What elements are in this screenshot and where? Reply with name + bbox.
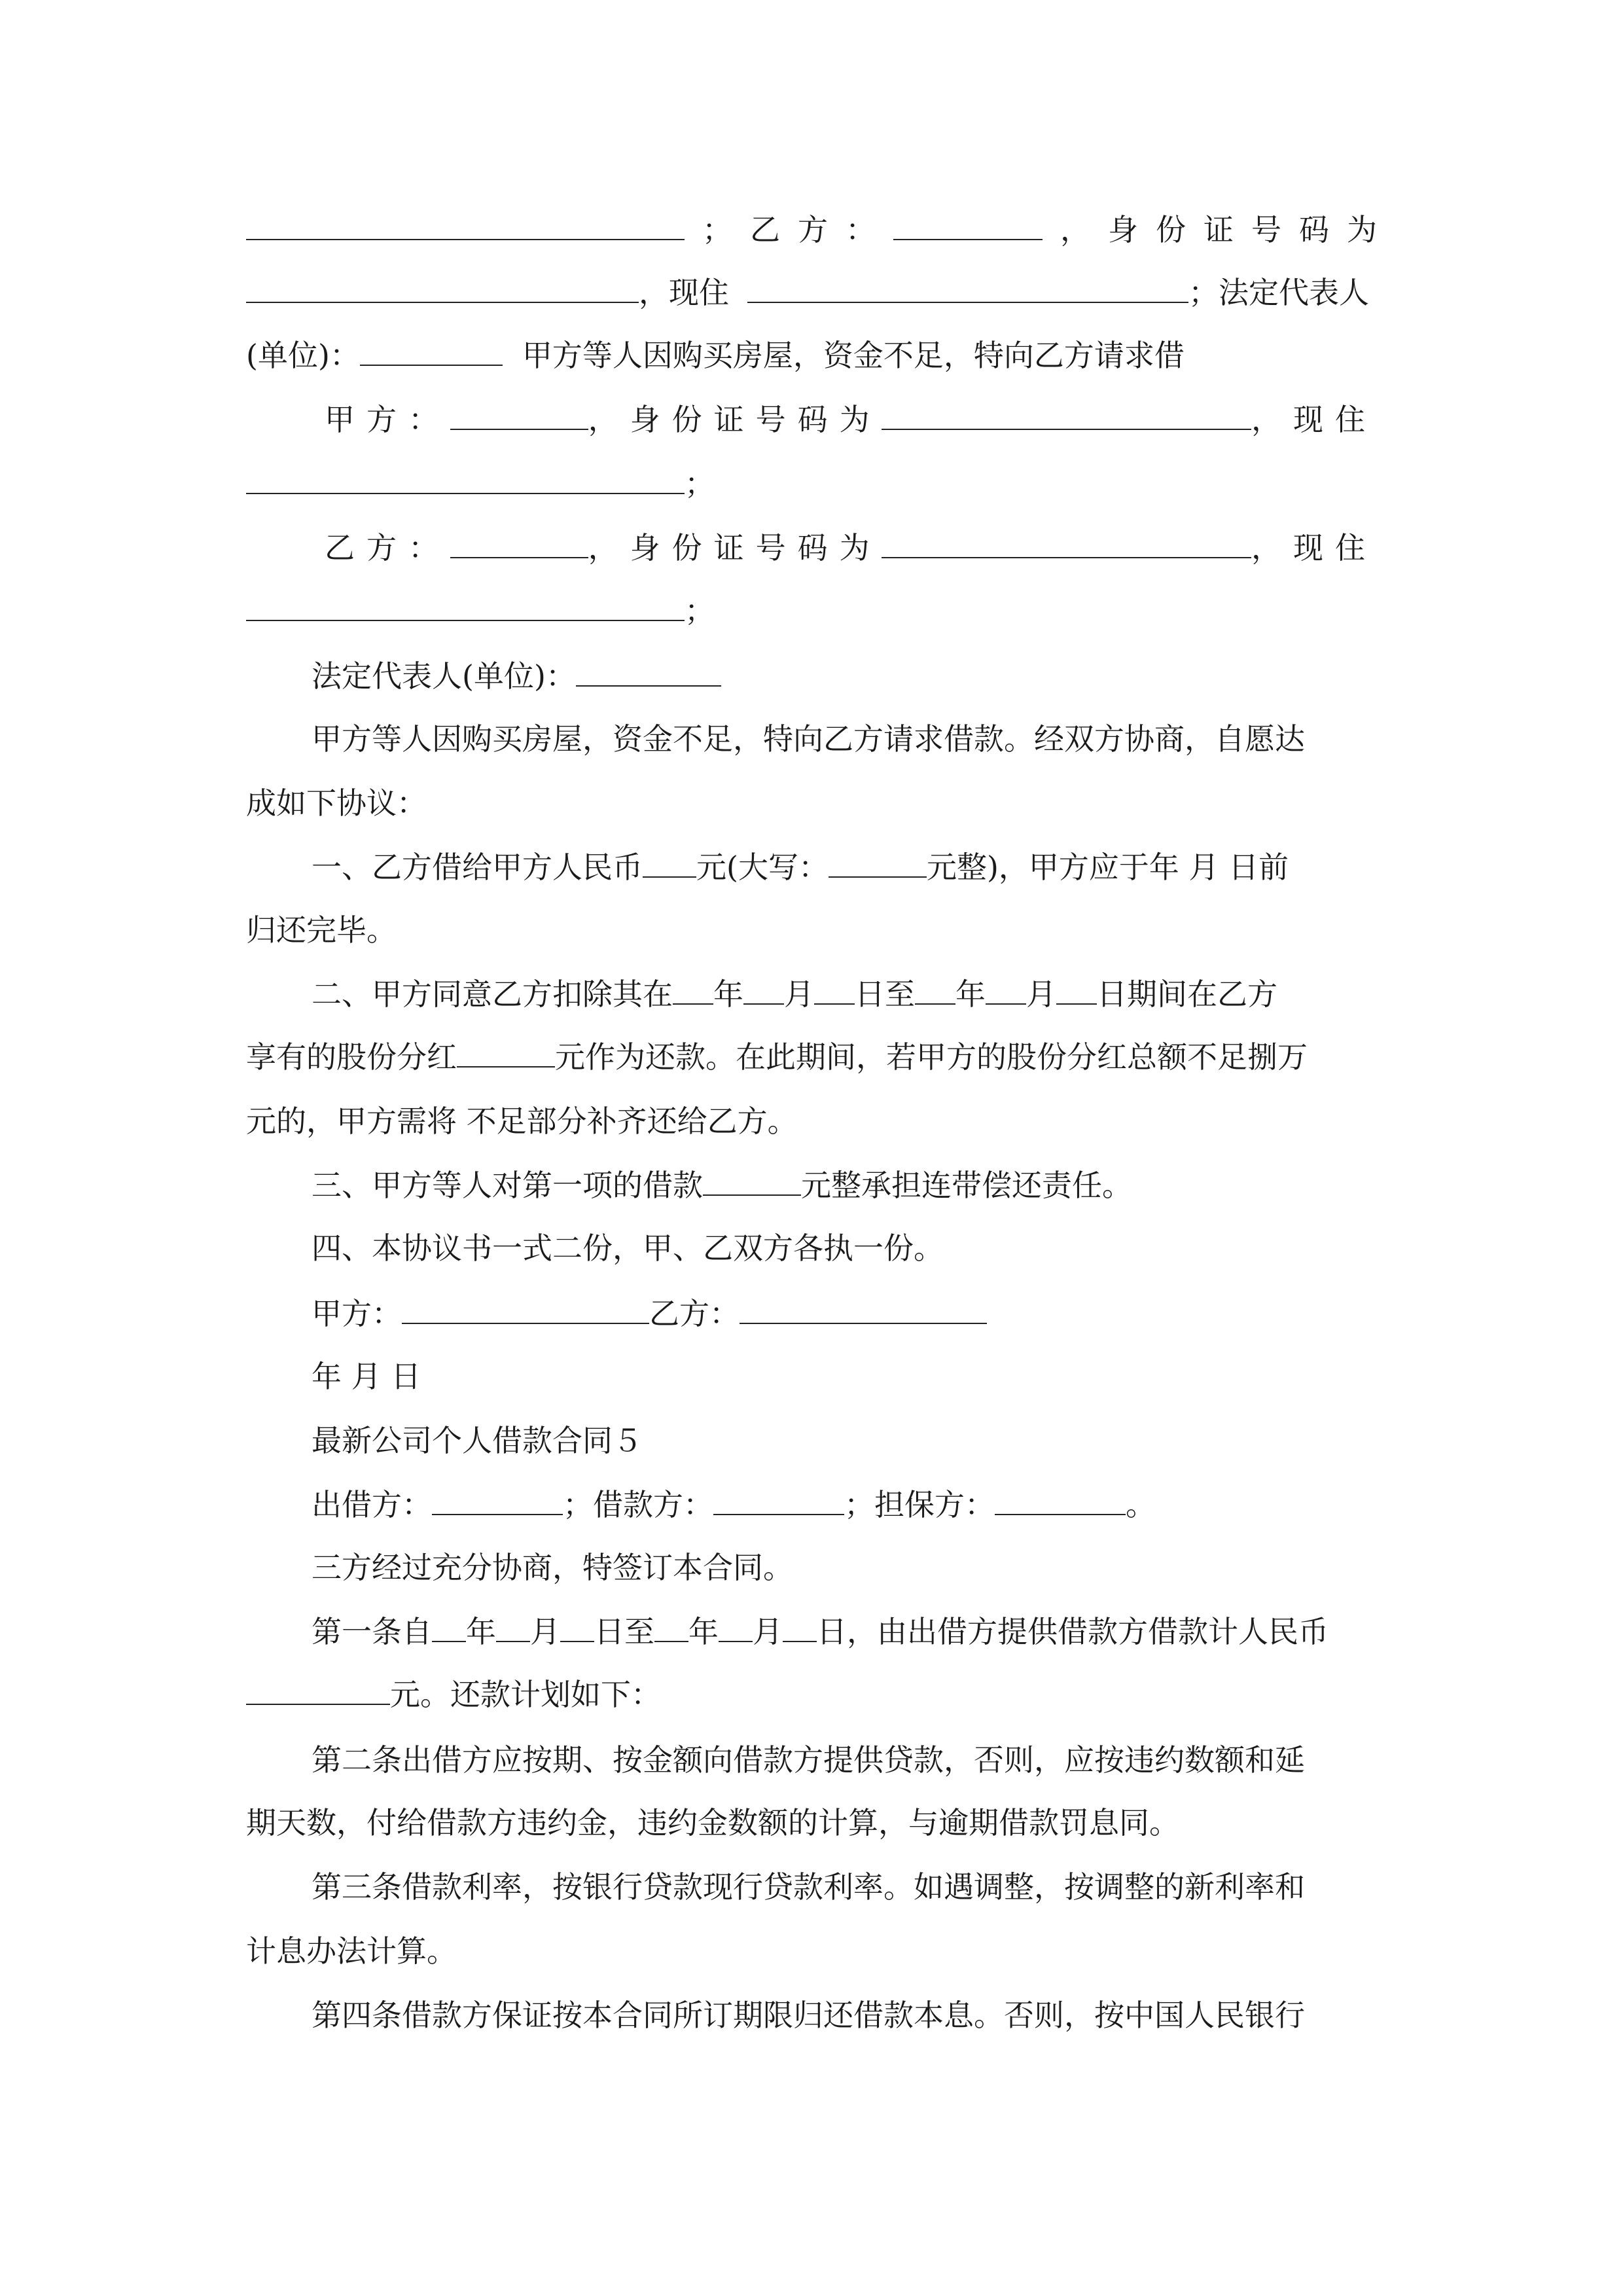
blank-line [882, 388, 1251, 430]
text-segment: 甲方： [312, 1296, 402, 1331]
text-segment: ，现住 [1251, 402, 1377, 437]
text-segment: ， [1060, 212, 1090, 247]
text-segment: 年 [466, 1614, 496, 1649]
blank-line [673, 963, 713, 1005]
text-segment: 最新公司个人借款合同５ [312, 1423, 643, 1458]
text-segment: 法定代表人(单位)： [312, 658, 576, 694]
text-segment: 月 [753, 1614, 783, 1649]
blank-line [747, 261, 1188, 303]
blank-line [450, 516, 588, 558]
text-segment: 四、本协议书一式二份，甲、乙双方各执一份。 [312, 1230, 944, 1266]
text-line-15 [246, 1089, 1377, 1153]
text-line-18 [312, 1282, 1377, 1346]
text-segment: 享有的股份分红 [246, 1039, 457, 1075]
text-segment: 乙方： [325, 530, 450, 565]
text-segment: 日期间在乙方 [1097, 977, 1277, 1012]
text-segment: 份 [1156, 212, 1186, 247]
blank-line [246, 452, 685, 494]
text-line-4 [325, 387, 1377, 452]
blank-line [432, 1473, 563, 1515]
text-segment: 归还完毕。 [246, 912, 397, 948]
text-segment: 元的，甲方需将 不足部分补齐还给乙方。 [246, 1103, 798, 1139]
text-segment: 第三条借款利率，按银行贷款现行贷款利率。如遇调整，按调整的新利率和 [312, 1869, 1305, 1905]
text-segment: 第二条出借方应按期、按金额向借款方提供贷款，否则，应按违约数额和延 [312, 1742, 1305, 1778]
text-segment: ； [685, 466, 715, 501]
text-segment: ，现住 [1251, 530, 1377, 565]
text-line-27 [312, 1855, 1377, 1919]
text-segment: ； [685, 593, 715, 628]
text-segment: (单位)： [246, 338, 360, 373]
text-line-16 [312, 1153, 1377, 1217]
blank-line [246, 198, 685, 240]
blank-line [246, 579, 685, 621]
blank-line [995, 1473, 1126, 1515]
text-segment: 甲方： [325, 402, 450, 437]
text-segment: 。 [1126, 1487, 1156, 1522]
text-segment: 日至 [594, 1614, 654, 1649]
blank-line [560, 1600, 594, 1642]
text-segment: 元整)，甲方应于年 月 日前 [926, 850, 1289, 885]
blank-line [814, 963, 855, 1005]
blank-line [576, 645, 721, 687]
text-segment: 月 [784, 977, 814, 1012]
text-segment: 第一条自 [312, 1614, 432, 1649]
text-line-5 [246, 452, 1377, 516]
text-segment: 月 [1026, 977, 1056, 1012]
blank-line [719, 1600, 753, 1642]
text-line-3 [246, 323, 1377, 387]
text-line-17 [312, 1216, 1377, 1280]
blank-line [1056, 963, 1097, 1005]
blank-line [915, 963, 955, 1005]
text-segment: 成如下协议： [246, 785, 427, 821]
text-segment: ： [846, 212, 876, 247]
blank-line [457, 1026, 555, 1067]
text-line-19 [312, 1344, 1377, 1408]
text-line-7 [246, 579, 1377, 643]
text-line-9 [312, 707, 1377, 771]
blank-line [402, 1282, 649, 1324]
blank-line [360, 324, 503, 366]
text-segment: 年 [688, 1614, 719, 1649]
blank-line [893, 198, 1043, 240]
text-line-6 [325, 516, 1377, 580]
blank-line [713, 1473, 844, 1515]
text-line-14 [246, 1025, 1377, 1089]
text-segment: 元。还款计划如下： [390, 1677, 661, 1712]
text-segment: 出借方： [312, 1487, 432, 1522]
text-segment: 三、甲方等人对第一项的借款 [312, 1168, 703, 1203]
blank-line [783, 1600, 817, 1642]
text-segment: 元整承担连带偿还责任。 [801, 1168, 1132, 1203]
text-segment: ，身份证号码为 [588, 402, 882, 437]
text-segment: 号 [1251, 212, 1281, 247]
text-segment: 年 [955, 977, 986, 1012]
text-segment: 月 [530, 1614, 560, 1649]
blank-line [743, 963, 784, 1005]
text-line-25 [312, 1728, 1377, 1792]
text-line-2 [246, 260, 1377, 325]
text-line-29 [312, 1983, 1377, 2047]
text-segment: 计息办法计算。 [246, 1933, 457, 1969]
text-line-24 [246, 1662, 1377, 1727]
text-segment: 甲方等人因购买房屋，资金不足，特向乙方请求借款。经双方协商，自愿达 [312, 721, 1305, 757]
blank-line [432, 1600, 466, 1642]
blank-line [496, 1600, 530, 1642]
text-segment: 证 [1204, 212, 1234, 247]
text-segment: 元作为还款。在此期间，若甲方的股份分红总额不足捌万 [555, 1039, 1308, 1075]
text-segment: 三方经过充分协商，特签订本合同。 [312, 1550, 793, 1585]
text-line-1 [246, 198, 1377, 262]
text-segment: ，现住 [639, 275, 729, 310]
text-segment: 第四条借款方保证按本合同所订期限归还借款本息。否则，按中国人民银行 [312, 1998, 1305, 2033]
text-segment: ； [702, 212, 732, 247]
text-segment: 甲方等人因购买房屋，资金不足，特向乙方请求借 [522, 338, 1185, 373]
text-line-13 [312, 962, 1377, 1026]
text-line-8 [312, 644, 1377, 708]
text-line-21 [312, 1473, 1377, 1537]
text-line-20 [312, 1408, 1377, 1473]
text-segment: 二、甲方同意乙方扣除其在 [312, 977, 673, 1012]
text-segment: 一、乙方借给甲方人民币 [312, 850, 643, 885]
blank-line [986, 963, 1026, 1005]
text-segment: 码 [1299, 212, 1329, 247]
blank-line [703, 1154, 801, 1196]
text-segment: ；法定代表人 [1188, 275, 1369, 310]
text-segment: 日，由出借方提供借款方借款计人民币 [817, 1614, 1329, 1649]
text-segment: 方 [798, 212, 828, 247]
text-segment: ；借款方： [563, 1487, 713, 1522]
text-segment: ；担保方： [844, 1487, 995, 1522]
text-segment: 乙 [750, 212, 780, 247]
text-line-11 [312, 835, 1377, 899]
text-line-22 [312, 1535, 1377, 1600]
text-line-12 [246, 898, 1377, 962]
blank-line [882, 516, 1251, 558]
text-line-10 [246, 771, 1377, 835]
text-segment: 年 [713, 977, 743, 1012]
text-segment: 年 月 日 [312, 1359, 421, 1394]
blank-line [246, 1663, 390, 1705]
text-segment: 日至 [855, 977, 915, 1012]
text-segment: 身 [1108, 212, 1138, 247]
text-segment: ，身份证号码为 [588, 530, 882, 565]
text-segment: 乙方： [649, 1296, 740, 1331]
blank-line [643, 836, 696, 878]
blank-line [246, 261, 639, 303]
text-line-26 [246, 1791, 1377, 1855]
text-segment: 期天数，付给借款方违约金，违约金数额的计算，与逾期借款罚息同。 [246, 1805, 1179, 1840]
blank-line [450, 388, 588, 430]
blank-line [740, 1282, 987, 1324]
text-segment: 为 [1347, 212, 1377, 247]
blank-line [654, 1600, 688, 1642]
blank-line [829, 836, 927, 878]
text-segment: 元(大写： [696, 850, 829, 885]
text-line-28 [246, 1919, 1377, 1983]
text-line-23 [312, 1600, 1377, 1664]
